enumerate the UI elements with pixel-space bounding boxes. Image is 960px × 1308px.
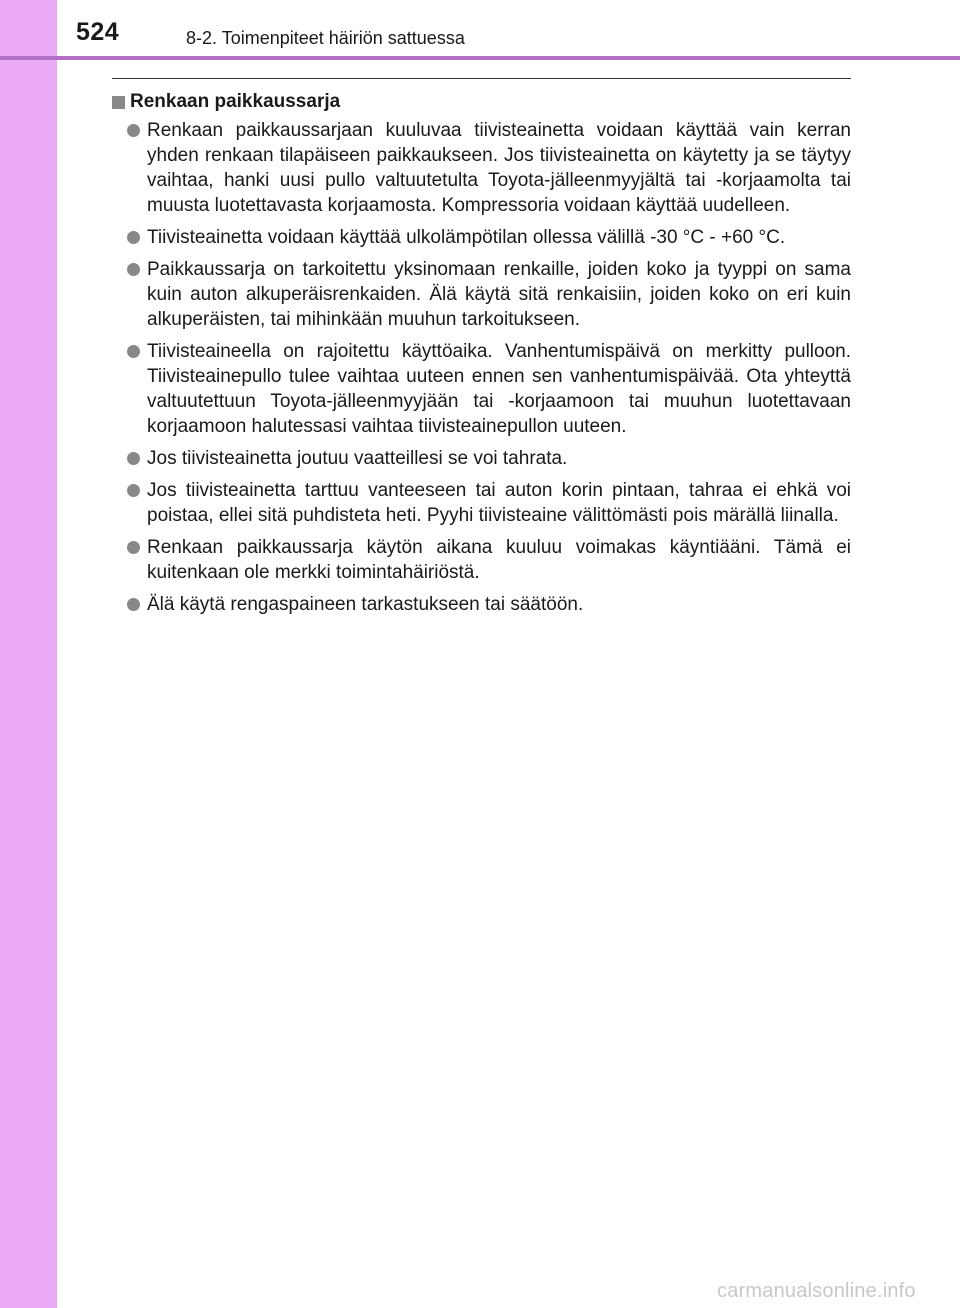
circle-bullet-icon — [127, 263, 140, 276]
main-content — [112, 90, 851, 624]
circle-bullet-icon — [127, 345, 140, 358]
list-item — [112, 478, 851, 528]
list-item-text: Tiivisteainetta voidaan käyttää ulkolämpötilan ollessa välillä -30 °C - +60 °C. — [147, 227, 786, 248]
list-item-text: Paikkaussarja on tarkoitettu yksinomaan renkaille, joiden koko ja tyyppi on sama kuin auton alkuperäisrenkaiden. Älä käytä sitä renkaisiin, joiden koko on eri kuin alkuperäisten, tai mihinkään muuhun tarkoitukseen. — [147, 259, 851, 330]
header-rule — [0, 56, 960, 60]
page-number: 524 — [76, 18, 120, 46]
section-title: 8-2. Toimenpiteet häiriön sattuessa — [186, 28, 465, 48]
list-item — [112, 118, 851, 218]
circle-bullet-icon — [127, 598, 140, 611]
circle-bullet-icon — [127, 231, 140, 244]
list-item — [112, 225, 851, 250]
list-item — [112, 257, 851, 332]
list-item-text: Renkaan paikkaussarja käytön aikana kuuluu voimakas käyntiääni. Tämä ei kuitenkaan ole merkki toimintahäiriöstä. — [147, 537, 851, 583]
list-item-text: Renkaan paikkaussarjaan kuuluvaa tiivisteainetta voidaan käyttää vain kerran yhden renkaan tilapäiseen paikkaukseen. Jos tiivisteainetta on käytetty ja se täytyy vaihtaa, hanki uusi pullo valtuutetulta Toyota-jälleenmyyjältä tai -korjaamolta tai muusta luotettavasta korjaamosta. Kompressoria voidaan käyttää uudelleen. — [147, 120, 851, 216]
circle-bullet-icon — [127, 484, 140, 497]
square-bullet-icon — [112, 96, 125, 109]
circle-bullet-icon — [127, 452, 140, 465]
page-header — [0, 0, 960, 58]
left-color-band — [0, 0, 57, 1308]
list-item-text: Jos tiivisteainetta tarttuu vanteeseen tai auton korin pintaan, tahraa ei ehkä voi poistaa, ellei sitä puhdisteta heti. Pyyhi tiivisteaine välittömästi pois märällä liinalla. — [147, 480, 851, 526]
list-item — [112, 535, 851, 585]
list-item-text: Älä käytä rengaspaineen tarkastukseen tai säätöön. — [147, 594, 584, 615]
list-item — [112, 339, 851, 439]
list-item — [112, 446, 851, 471]
list-item — [112, 592, 851, 617]
list-item-text: Tiivisteaineella on rajoitettu käyttöaika. Vanhentumispäivä on merkitty pulloon. Tiivisteainepullo tulee vaihtaa uuteen ennen sen vanhentumispäivää. Ota yhteyttä valtuutettuun Toyota-jälleenmyyjään tai -korjaamoon tai muuhun luotettavaan korjaamoon halutessasi vaihtaa tiivisteainepullon uuteen. — [147, 341, 851, 437]
circle-bullet-icon — [127, 124, 140, 137]
list-item-text: Jos tiivisteainetta joutuu vaatteillesi se voi tahrata. — [147, 448, 568, 469]
circle-bullet-icon — [127, 541, 140, 554]
bullet-list — [112, 118, 851, 617]
watermark: carmanualsonline.info — [717, 1280, 916, 1302]
section-heading — [112, 90, 851, 114]
content-divider — [112, 78, 851, 79]
header-color-band — [0, 0, 57, 58]
section-heading-text: Renkaan paikkaussarja — [130, 91, 341, 112]
